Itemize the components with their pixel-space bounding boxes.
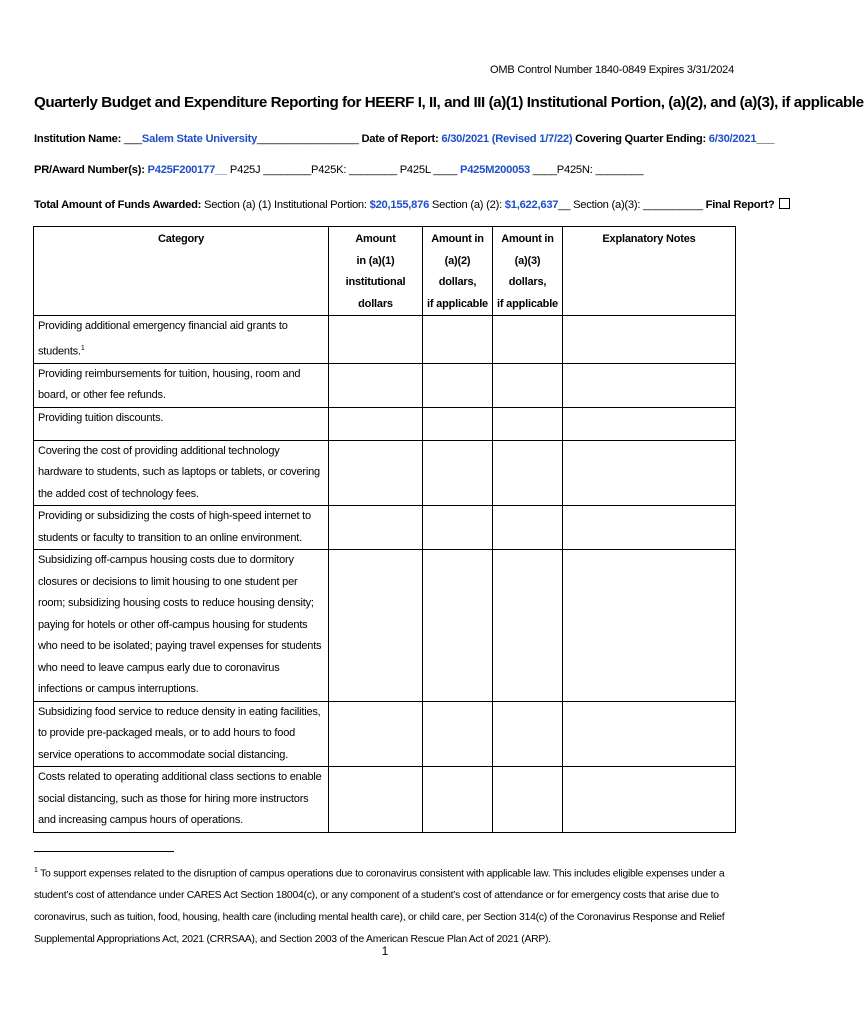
total-a2-value[interactable]: $1,622,637: [504, 199, 559, 211]
footnote-mark: 1: [34, 867, 38, 874]
header-amount-a1: Amount in (a)(1) institutional dollars: [329, 227, 423, 316]
amount-a2-cell[interactable]: [423, 701, 493, 767]
notes-cell[interactable]: [563, 440, 736, 506]
total-label: Total Amount of Funds Awarded:: [34, 199, 202, 211]
institution-label: Institution Name:: [34, 133, 124, 145]
amount-a2-cell[interactable]: [423, 440, 493, 506]
table-row: [34, 363, 736, 407]
institution-line: Institution Name: ___Salem State University_________________ Date of Report: 6/30/2021 (Revised 1/7/22) Covering Quarter Ending: 6/30/2021___: [34, 133, 775, 145]
amount-a3-cell[interactable]: [493, 407, 563, 440]
table-row: [34, 767, 736, 833]
notes-cell[interactable]: [563, 506, 736, 550]
total-a2-label: Section (a) (2):: [429, 199, 505, 211]
amount-a1-cell[interactable]: [329, 701, 423, 767]
amount-a3-cell[interactable]: [493, 316, 563, 364]
amount-a1-cell[interactable]: [329, 316, 423, 364]
amount-a3-cell[interactable]: [493, 506, 563, 550]
notes-cell[interactable]: [563, 767, 736, 833]
notes-cell[interactable]: [563, 316, 736, 364]
table-row: [34, 506, 736, 550]
final-report-label: Final Report?: [705, 199, 778, 211]
header-explanatory-notes: Explanatory Notes: [563, 227, 736, 316]
amount-a2-cell[interactable]: [423, 316, 493, 364]
amount-a1-cell[interactable]: [329, 767, 423, 833]
amount-a2-cell[interactable]: [423, 407, 493, 440]
amount-a2-cell[interactable]: [423, 767, 493, 833]
amount-a1-cell[interactable]: [329, 363, 423, 407]
table-header-row: [34, 227, 736, 316]
total-a1-label: Section (a) (1) Institutional Portion:: [201, 199, 370, 211]
amount-a1-cell[interactable]: [329, 550, 423, 702]
header-amount-a3: Amount in (a)(3) dollars, if applicable: [493, 227, 563, 316]
total-a1-value[interactable]: $20,155,876: [369, 199, 430, 211]
notes-cell[interactable]: [563, 363, 736, 407]
row-category: Providing tuition discounts.: [34, 407, 329, 440]
quarter-post: ___: [756, 133, 775, 145]
date-label: Date of Report: [361, 133, 436, 145]
award-p425m-value[interactable]: P425M200053: [460, 164, 531, 176]
amount-a1-cell[interactable]: [329, 506, 423, 550]
award-p425l[interactable]: P425L ____: [396, 164, 460, 176]
award-p425n[interactable]: ____P425N: ________: [530, 164, 644, 176]
header-amount-a2: Amount in (a)(2) dollars, if applicable: [423, 227, 493, 316]
row-category: Costs related to operating additional class sections to enable social distancing, such as those for hiring more instructors and increasing campus hours of operations.: [34, 767, 329, 833]
row-category: Subsidizing food service to reduce density in eating facilities, to provide pre-packaged meals, or to add hours to food service operations to accommodate social distancing.: [34, 701, 329, 767]
table-row: [34, 407, 736, 440]
footnote: [34, 860, 740, 951]
award-p425f-value[interactable]: P425F200177__: [147, 164, 228, 176]
footnote-divider: [34, 851, 174, 852]
award-label: PR/Award Number(s):: [34, 164, 148, 176]
total-a3-label[interactable]: __ Section (a)(3): __________: [558, 199, 706, 211]
table-row: [34, 550, 736, 702]
expenditure-table: [33, 226, 736, 833]
amount-a3-cell[interactable]: [493, 363, 563, 407]
footnote-text: To support expenses related to the disruption of campus operations due to coronavirus consistent with applicable law. This includes eligible expenses under a student’s cost of attendance under CARES Act Section 18004(c), or any component of a student’s cost of attendance or for emergency costs that arise due to coronavirus, such as tuition, food, housing, health care (including mental health care), or child care, per Section 314(c) of the Coronavirus Response and Relief Supplemental Appropriations Act, 2021 (CRRSAA), and Section 2003 of the American Rescue Plan Act of 2021 (ARP).: [34, 868, 725, 946]
table-row: [34, 316, 736, 364]
table-row: [34, 440, 736, 506]
notes-cell[interactable]: [563, 550, 736, 702]
row-category: Providing reimbursements for tuition, housing, room and board, or other fee refunds.: [34, 363, 329, 407]
notes-cell[interactable]: [563, 407, 736, 440]
quarter-label: Covering Quarter Ending:: [575, 133, 709, 145]
award-p425j[interactable]: P425J ________: [227, 164, 311, 176]
row-category: Covering the cost of providing additional technology hardware to students, such as laptops or tablets, or covering the added cost of technology fees.: [34, 440, 329, 506]
page-title: Quarterly Budget and Expenditure Reporting for HEERF I, II, and III (a)(1) Institutional Portion, (a)(2), and (a)(3), if applicable: [34, 94, 864, 111]
table-row: [34, 701, 736, 767]
institution-post: _________________: [257, 133, 359, 145]
amount-a2-cell[interactable]: [423, 506, 493, 550]
amount-a1-cell[interactable]: [329, 440, 423, 506]
row-category: Subsidizing off-campus housing costs due to dormitory closures or decisions to limit housing to one student per room; subsidizing housing costs to reduce housing density; paying for hotels or other off-campus housing for students who need to be isolated; paying travel expenses for students who need to leave campus early due to coronavirus infections or campus interruptions.: [34, 550, 329, 702]
header-category: Category: [34, 227, 329, 316]
award-line: [34, 164, 643, 176]
award-p425k[interactable]: P425K: ________: [311, 164, 397, 176]
amount-a3-cell[interactable]: [493, 767, 563, 833]
amount-a3-cell[interactable]: [493, 701, 563, 767]
page-number: 1: [381, 944, 389, 958]
row-category: Providing or subsidizing the costs of high-speed internet to students or faculty to transition to an online environment.: [34, 506, 329, 550]
institution-name-value[interactable]: Salem State University: [141, 133, 258, 145]
total-funds-line: [34, 198, 790, 211]
omb-control-number: OMB Control Number 1840-0849 Expires 3/31/2024: [490, 64, 734, 76]
amount-a1-cell[interactable]: [329, 407, 423, 440]
final-report-checkbox[interactable]: [779, 198, 790, 209]
row-category: Providing additional emergency financial aid grants to students.$^1$: [34, 316, 329, 364]
quarter-ending-value[interactable]: 6/30/2021: [708, 133, 757, 145]
notes-cell[interactable]: [563, 701, 736, 767]
amount-a3-cell[interactable]: [493, 440, 563, 506]
amount-a2-cell[interactable]: [423, 363, 493, 407]
institution-pre: ___: [123, 133, 142, 145]
date-of-report-value[interactable]: 6/30/2021 (Revised 1/7/22): [441, 133, 573, 145]
amount-a3-cell[interactable]: [493, 550, 563, 702]
amount-a2-cell[interactable]: [423, 550, 493, 702]
